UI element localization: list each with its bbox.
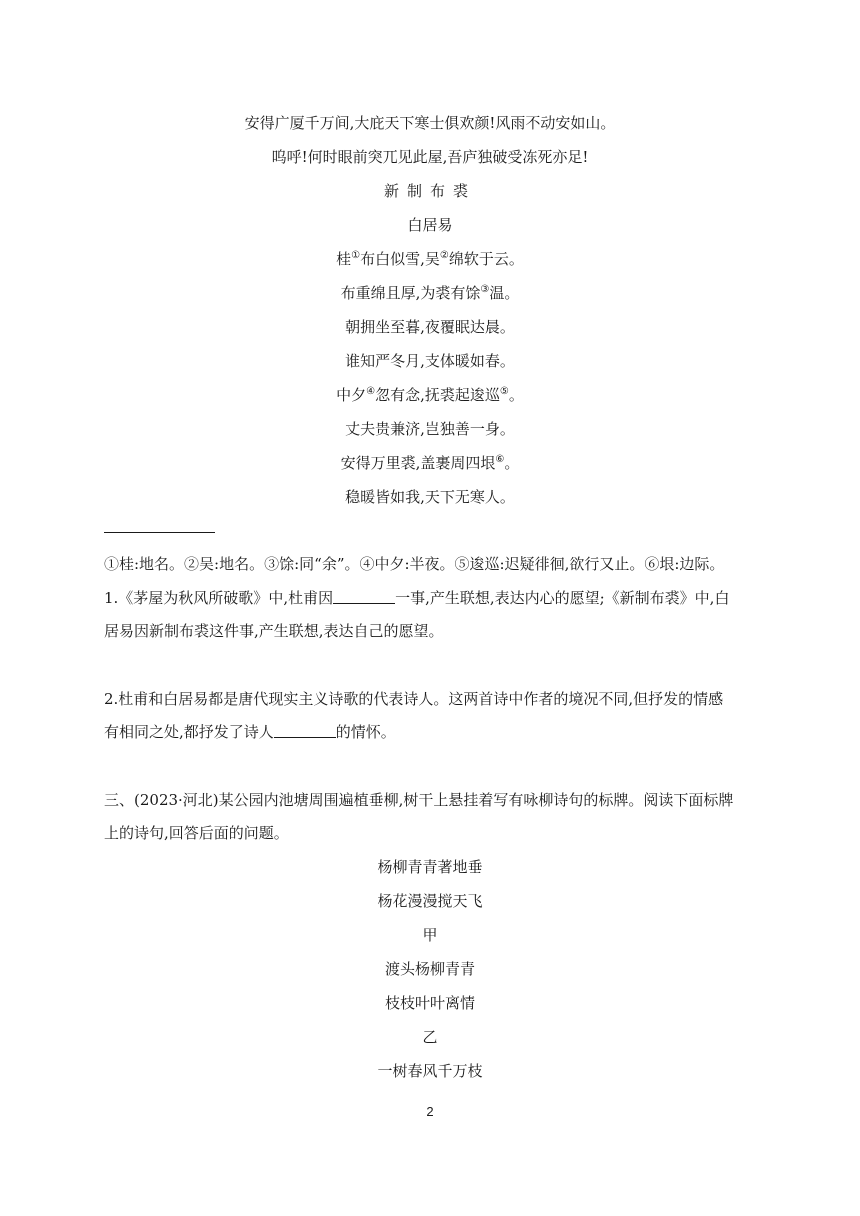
poem2-line-1: [0, 248, 860, 269]
text: 。: [504, 454, 520, 472]
section-3-intro-line-1: 三、(2023·河北)某公园内池塘周围遍植垂柳,树干上悬挂着写有咏柳诗句的标牌。阅读下面标牌: [104, 791, 734, 809]
footnote-marker: ⑥: [495, 454, 505, 465]
footnote-divider: [104, 532, 215, 533]
footnote-marker: ⑤: [499, 386, 509, 397]
poem2-line-3: 朝拥坐至暮,夜覆眠达晨。: [345, 318, 515, 336]
sign-line-3: 渡头杨柳青青: [384, 960, 475, 978]
poem1-line-2: 呜呼!何时眼前突兀见此屋,吾庐独破受冻死亦足!: [271, 148, 589, 166]
poem2-line-8: 稳暖皆如我,天下无寒人。: [345, 488, 515, 506]
footnote-marker: ②: [439, 250, 449, 261]
text: 温。: [489, 284, 520, 302]
footnote-marker: ③: [480, 284, 490, 295]
text: 。: [508, 386, 524, 404]
poem2-line-6: 丈夫贵兼济,岂独善一身。: [345, 420, 515, 438]
question-1-line-2: 居易因新制布裘这件事,产生联想,表达自己的愿望。: [104, 622, 444, 640]
sign-line-5: 一树春风千万枝: [377, 1062, 483, 1080]
poem2-line-4: 谁知严冬月,支体暖如春。: [345, 352, 515, 370]
text: 安得万里裘,盖裹周四垠: [340, 454, 496, 472]
text: 有相同之处,都抒发了诗人: [104, 723, 274, 741]
text: 一事,产生联想,表达内心的愿望;《新制布裘》中,白: [395, 589, 730, 607]
section-3-intro-line-2: 上的诗句,回答后面的问题。: [104, 824, 289, 842]
question-1-line-1: [104, 587, 756, 608]
footnote-marker: ①: [351, 250, 361, 261]
footnotes: ①桂:地名。②吴:地名。③馀:同“余”。④中夕:半夜。⑤逡巡:迟疑徘徊,欲行又止。⑥垠:边际。: [104, 555, 725, 573]
poem2-line-7: [0, 452, 860, 473]
sign-line-4: 枝枝叶叶离情: [384, 994, 475, 1012]
text: 中夕: [336, 386, 367, 404]
poem2-author: 白居易: [407, 216, 453, 234]
sign-label-yi: 乙: [422, 1028, 438, 1046]
question-2-line-2: [104, 721, 756, 742]
text: 绵软于云。: [448, 250, 524, 268]
text: 桂: [336, 250, 352, 268]
text: 的情怀。: [335, 723, 396, 741]
answer-blank[interactable]: [333, 589, 395, 604]
sign-line-1: 杨柳青青著地垂: [377, 858, 483, 876]
poem1-line-1: 安得广厦千万间,大庇天下寒士俱欢颜!风雨不动安如山。: [244, 114, 616, 132]
answer-blank[interactable]: [274, 723, 336, 738]
text: 布白似雪,吴: [360, 250, 440, 268]
footnote-marker: ④: [366, 386, 376, 397]
sign-line-2: 杨花漫漫搅天飞: [377, 892, 483, 910]
page-number: 2: [426, 1104, 434, 1119]
question-2-line-1: 2.杜甫和白居易都是唐代现实主义诗歌的代表诗人。这两首诗中作者的境况不同,但抒发的情感: [104, 690, 724, 708]
text: 1.《茅屋为秋风所破歌》中,杜甫因: [104, 589, 334, 607]
sign-label-jia: 甲: [422, 926, 438, 944]
poem2-line-2: [0, 282, 860, 303]
poem2-line-5: [0, 384, 860, 405]
poem2-title: 新制布裘: [383, 182, 476, 200]
text: 忽有念,抚裘起逡巡: [375, 386, 500, 404]
text: 布重绵且厚,为裘有馀: [340, 284, 481, 302]
